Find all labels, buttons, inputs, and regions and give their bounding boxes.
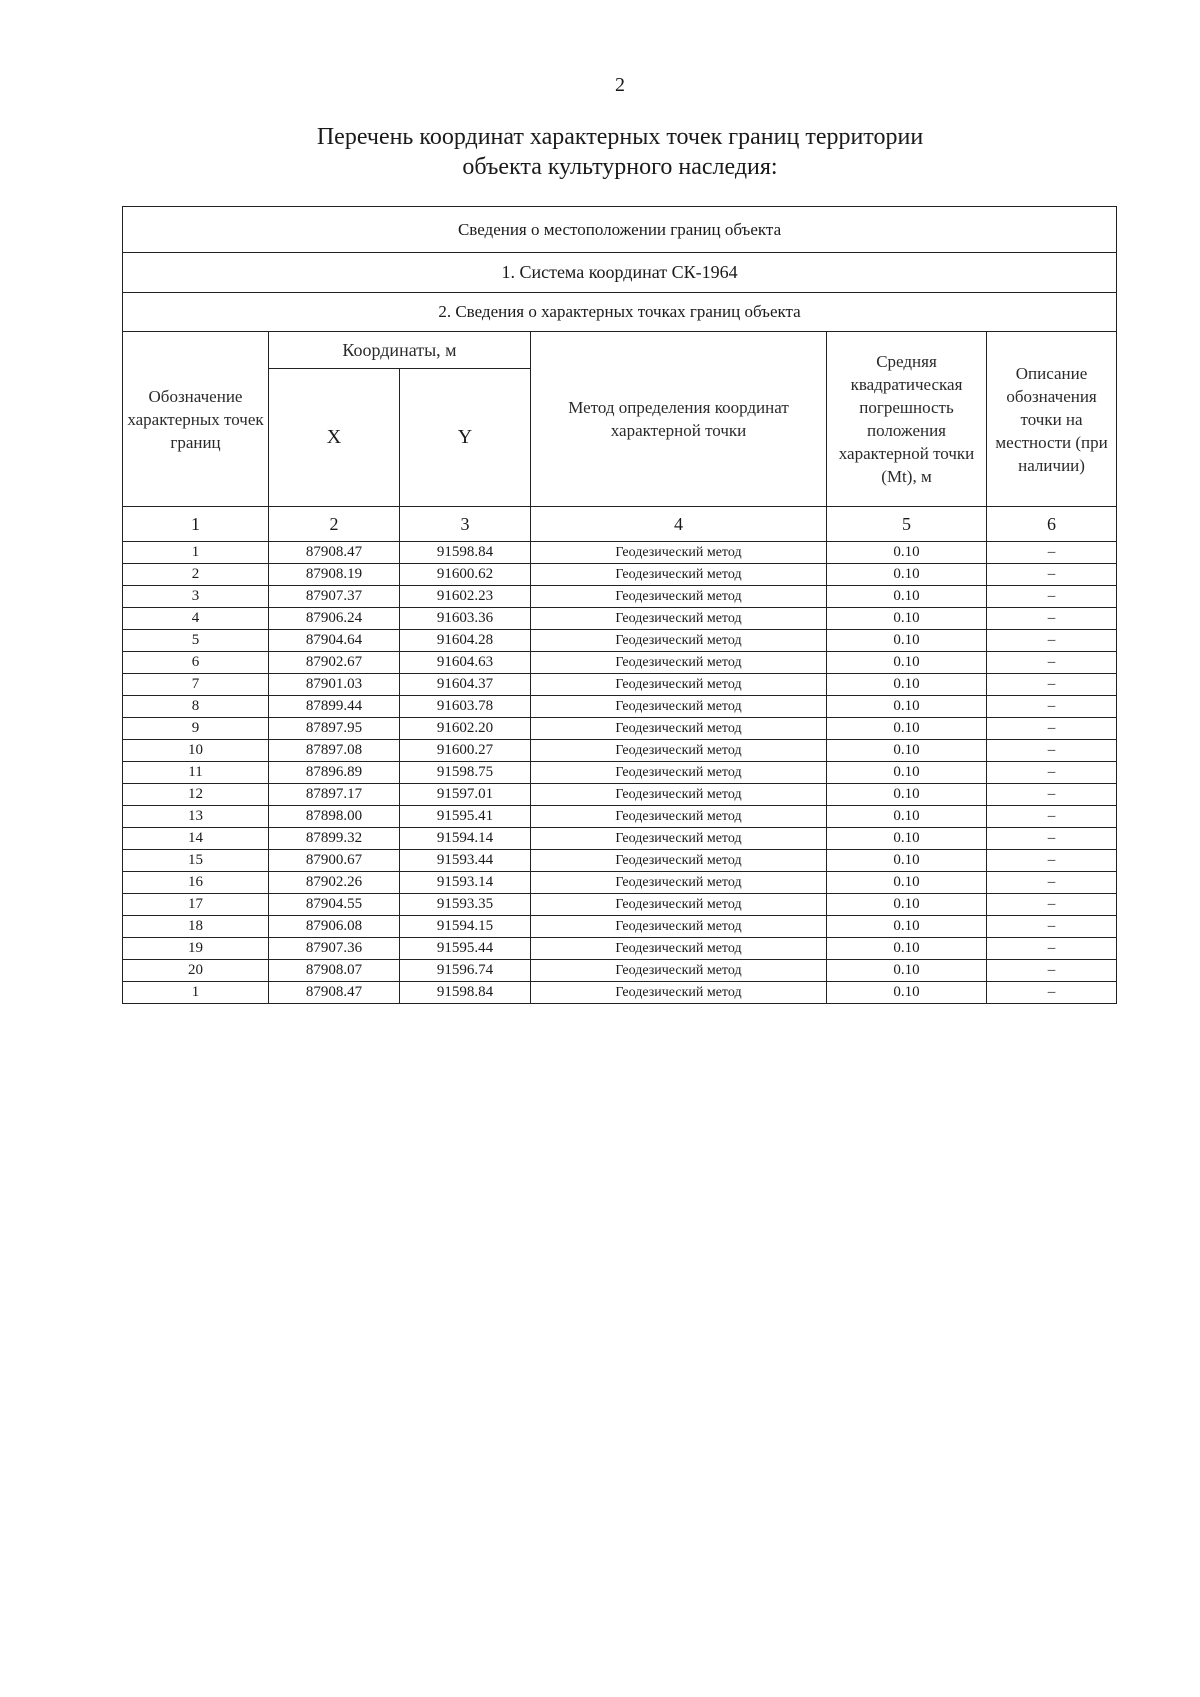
error-value: 0.10 [827,696,987,718]
coordinate-x: 87908.07 [269,960,400,982]
point-description: – [987,608,1117,630]
coordinate-x: 87898.00 [269,806,400,828]
point-designation: 17 [123,894,269,916]
method: Геодезический метод [531,542,827,564]
point-designation: 19 [123,938,269,960]
section-title-row [123,207,1117,253]
error-value: 0.10 [827,784,987,806]
table-row [123,762,1117,784]
point-designation: 8 [123,696,269,718]
method: Геодезический метод [531,806,827,828]
header-error: Средняя квадратическая погрешность положения характерной точки (Mt), м [827,332,987,507]
error-value: 0.10 [827,718,987,740]
coordinate-x: 87902.26 [269,872,400,894]
method: Геодезический метод [531,916,827,938]
error-value: 0.10 [827,938,987,960]
error-value: 0.10 [827,872,987,894]
error-value: 0.10 [827,828,987,850]
error-value: 0.10 [827,542,987,564]
point-description: – [987,894,1117,916]
coordinate-y: 91602.23 [400,586,531,608]
error-value: 0.10 [827,740,987,762]
header-x: X [269,369,400,507]
error-value: 0.10 [827,806,987,828]
point-designation: 9 [123,718,269,740]
coordinate-y: 91604.28 [400,630,531,652]
coordinate-y: 91597.01 [400,784,531,806]
points-title: 2. Сведения о характерных точках границ объекта [123,293,1117,332]
points-title-row [123,293,1117,332]
coordinate-y: 91603.36 [400,608,531,630]
point-designation: 4 [123,608,269,630]
point-designation: 7 [123,674,269,696]
point-description: – [987,718,1117,740]
table-row [123,586,1117,608]
coordinate-y: 91595.41 [400,806,531,828]
coordinate-y: 91594.15 [400,916,531,938]
point-designation: 11 [123,762,269,784]
coordinate-y: 91604.63 [400,652,531,674]
section-title: Сведения о местоположении границ объекта [123,207,1117,253]
header-y: Y [400,369,531,507]
table-row [123,960,1117,982]
point-description: – [987,784,1117,806]
coordinate-x: 87899.32 [269,828,400,850]
column-numbers-row [123,507,1117,542]
coordinate-y: 91602.20 [400,718,531,740]
point-designation: 6 [123,652,269,674]
point-description: – [987,938,1117,960]
table-row [123,564,1117,586]
method: Геодезический метод [531,960,827,982]
column-number: 2 [269,507,400,542]
header-coordinates: Координаты, м [269,332,531,369]
method: Геодезический метод [531,850,827,872]
coordinate-x: 87899.44 [269,696,400,718]
coordinate-y: 91603.78 [400,696,531,718]
coordinate-x: 87896.89 [269,762,400,784]
coordinate-x: 87907.36 [269,938,400,960]
coordinate-x: 87906.08 [269,916,400,938]
document-title-line-2: объекта культурного наследия: [462,154,778,180]
coordinate-y: 91594.14 [400,828,531,850]
point-description: – [987,806,1117,828]
point-description: – [987,674,1117,696]
point-designation: 5 [123,630,269,652]
point-designation: 1 [123,982,269,1004]
point-description: – [987,630,1117,652]
point-designation: 15 [123,850,269,872]
coordinate-x: 87897.95 [269,718,400,740]
method: Геодезический метод [531,586,827,608]
header-designation: Обозначение характерных точек границ [123,332,269,507]
coordinate-y: 91598.75 [400,762,531,784]
column-number: 6 [987,507,1117,542]
point-description: – [987,872,1117,894]
coordinate-y: 91595.44 [400,938,531,960]
column-number: 1 [123,507,269,542]
table-row [123,542,1117,564]
point-description: – [987,740,1117,762]
error-value: 0.10 [827,674,987,696]
error-value: 0.10 [827,762,987,784]
method: Геодезический метод [531,564,827,586]
table-row [123,652,1117,674]
error-value: 0.10 [827,982,987,1004]
method: Геодезический метод [531,718,827,740]
table-row [123,608,1117,630]
point-designation: 16 [123,872,269,894]
page-number: 2 [615,74,625,96]
method: Геодезический метод [531,938,827,960]
point-description: – [987,850,1117,872]
method: Геодезический метод [531,872,827,894]
coordinate-x: 87904.64 [269,630,400,652]
method: Геодезический метод [531,784,827,806]
method: Геодезический метод [531,608,827,630]
coordinates-table [122,206,1117,1004]
point-description: – [987,542,1117,564]
column-number: 4 [531,507,827,542]
error-value: 0.10 [827,652,987,674]
table-row [123,894,1117,916]
coordinate-x: 87904.55 [269,894,400,916]
point-description: – [987,982,1117,1004]
coordinate-system-row [123,253,1117,293]
method: Геодезический метод [531,696,827,718]
point-designation: 1 [123,542,269,564]
point-description: – [987,586,1117,608]
coordinate-y: 91598.84 [400,982,531,1004]
method: Геодезический метод [531,762,827,784]
coordinate-y: 91604.37 [400,674,531,696]
coordinates-table-body [123,207,1117,1004]
method: Геодезический метод [531,674,827,696]
coordinate-x: 87906.24 [269,608,400,630]
coordinate-x: 87902.67 [269,652,400,674]
table-row [123,806,1117,828]
table-row [123,740,1117,762]
error-value: 0.10 [827,630,987,652]
point-designation: 12 [123,784,269,806]
method: Геодезический метод [531,982,827,1004]
method: Геодезический метод [531,652,827,674]
table-row [123,828,1117,850]
point-description: – [987,564,1117,586]
method: Геодезический метод [531,630,827,652]
error-value: 0.10 [827,850,987,872]
table-row [123,872,1117,894]
coordinate-y: 91598.84 [400,542,531,564]
table-row [123,674,1117,696]
point-description: – [987,960,1117,982]
table-row [123,938,1117,960]
table-row [123,630,1117,652]
table-row [123,718,1117,740]
coordinate-x: 87908.47 [269,542,400,564]
point-designation: 20 [123,960,269,982]
coordinate-x: 87901.03 [269,674,400,696]
coordinate-y: 91596.74 [400,960,531,982]
header-method: Метод определения координат характерной точки [531,332,827,507]
point-designation: 18 [123,916,269,938]
coordinate-y: 91593.35 [400,894,531,916]
point-designation: 13 [123,806,269,828]
coordinate-x: 87897.08 [269,740,400,762]
point-designation: 14 [123,828,269,850]
column-number: 3 [400,507,531,542]
table-row [123,850,1117,872]
coordinate-x: 87908.19 [269,564,400,586]
error-value: 0.10 [827,916,987,938]
point-designation: 10 [123,740,269,762]
point-description: – [987,916,1117,938]
point-description: – [987,652,1117,674]
coordinate-x: 87900.67 [269,850,400,872]
method: Геодезический метод [531,740,827,762]
table-row [123,696,1117,718]
error-value: 0.10 [827,608,987,630]
coordinate-y: 91593.14 [400,872,531,894]
point-description: – [987,762,1117,784]
coordinate-x: 87908.47 [269,982,400,1004]
column-number: 5 [827,507,987,542]
point-description: – [987,828,1117,850]
error-value: 0.10 [827,960,987,982]
header-row-1 [123,332,1117,369]
coordinate-y: 91600.62 [400,564,531,586]
coordinate-system: 1. Система координат СК-1964 [123,253,1117,293]
error-value: 0.10 [827,894,987,916]
document-title [0,122,1200,182]
coordinate-x: 87907.37 [269,586,400,608]
point-description: – [987,696,1117,718]
document-title-line-1: Перечень координат характерных точек границ территории [316,124,924,150]
point-designation: 2 [123,564,269,586]
error-value: 0.10 [827,586,987,608]
table-row [123,916,1117,938]
table-row [123,784,1117,806]
coordinate-y: 91593.44 [400,850,531,872]
error-value: 0.10 [827,564,987,586]
table-row [123,982,1117,1004]
method: Геодезический метод [531,894,827,916]
coordinate-x: 87897.17 [269,784,400,806]
method: Геодезический метод [531,828,827,850]
point-designation: 3 [123,586,269,608]
header-description: Описание обозначения точки на местности (при наличии) [987,332,1117,507]
coordinate-y: 91600.27 [400,740,531,762]
